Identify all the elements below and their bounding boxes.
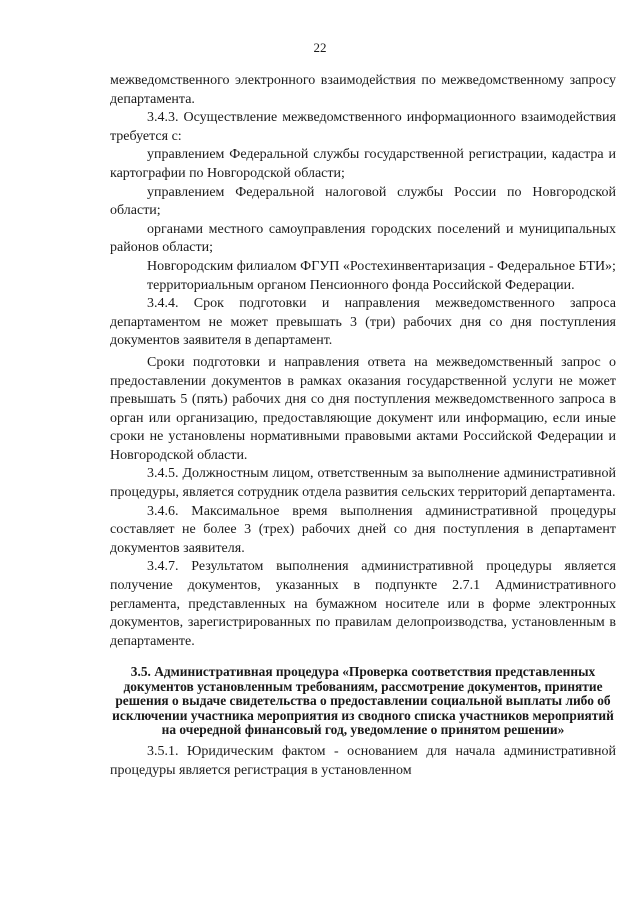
- paragraph-3-5-1: 3.5.1. Юридическим фактом - основанием для начала административной процедуры является регистрация в установленном: [110, 743, 616, 778]
- paragraph-pension-fund: территориальным органом Пенсионного фонда Российской Федерации.: [147, 277, 575, 293]
- paragraph-3-4-3: 3.4.3. Осуществление межведомственного информационного взаимодействия требуется с:: [110, 110, 616, 144]
- section-heading: 3.5. Административная процедура «Проверка соответствия представленных документов установленным требованиям, рассмотрение документов, принятие решения о выдаче свидетельства о предоставлении социальной выплаты либо об исключении участника мероприятия из сводного списка участников мероприятий на очередной финансовый год, уведомление о принятом решении»: [112, 664, 614, 738]
- page-number: 22: [313, 40, 327, 55]
- paragraph-response-deadlines: Сроки подготовки и направления ответа на межведомственный запрос о предоставлении документов в рамках оказания государственной услуги не может превышать 5 (пять) рабочих дня со дня поступления межведомственного запроса в орган или организацию, предоставляющие документ или информацию, если иные сроки не установлены нормативными правовыми актами Российской Федерации и Новгородской области.: [110, 354, 616, 463]
- paragraph-3-4-5: 3.4.5. Должностным лицом, ответственным за выполнение административной процедуры, является сотрудник отдела развития сельских территорий департамента.: [110, 466, 616, 501]
- paragraph-bti: Новгородским филиалом ФГУП «Ростехинвентаризация - Федеральное БТИ»;: [147, 258, 616, 274]
- paragraph-3-4-7: 3.4.7. Результатом выполнения административной процедуры является получение документов, указанных в подпункте 2.7.1 Административного регламента, представленных на бумажном носителе или в форме электронных документов, зарегистрированных по правилам делопроизводства, установленным в департаменте.: [110, 559, 616, 649]
- paragraph-continuation: межведомственного электронного взаимодействия по межведомственному запросу департамента.: [110, 73, 616, 107]
- paragraph-3-4-4: 3.4.4. Срок подготовки и направления межведомственного запроса департаментом не может превышать 3 (три) рабочих дня со дня поступления документов заявителя в департамент.: [110, 296, 616, 349]
- paragraph-tax-service: управлением Федеральной налоговой службы России по Новгородской области;: [110, 184, 616, 219]
- document-body: [110, 72, 616, 780]
- paragraph-local-government: органами местного самоуправления городских поселений и муниципальных районов области;: [110, 221, 616, 256]
- paragraph-rosreestr: управлением Федеральной службы государственной регистрации, кадастра и картографии по Новгородской области;: [110, 147, 616, 181]
- paragraph-3-4-6: 3.4.6. Максимальное время выполнения административной процедуры составляет не более 3 (трех) рабочих дней со дня поступления в департамент документов заявителя.: [110, 503, 616, 556]
